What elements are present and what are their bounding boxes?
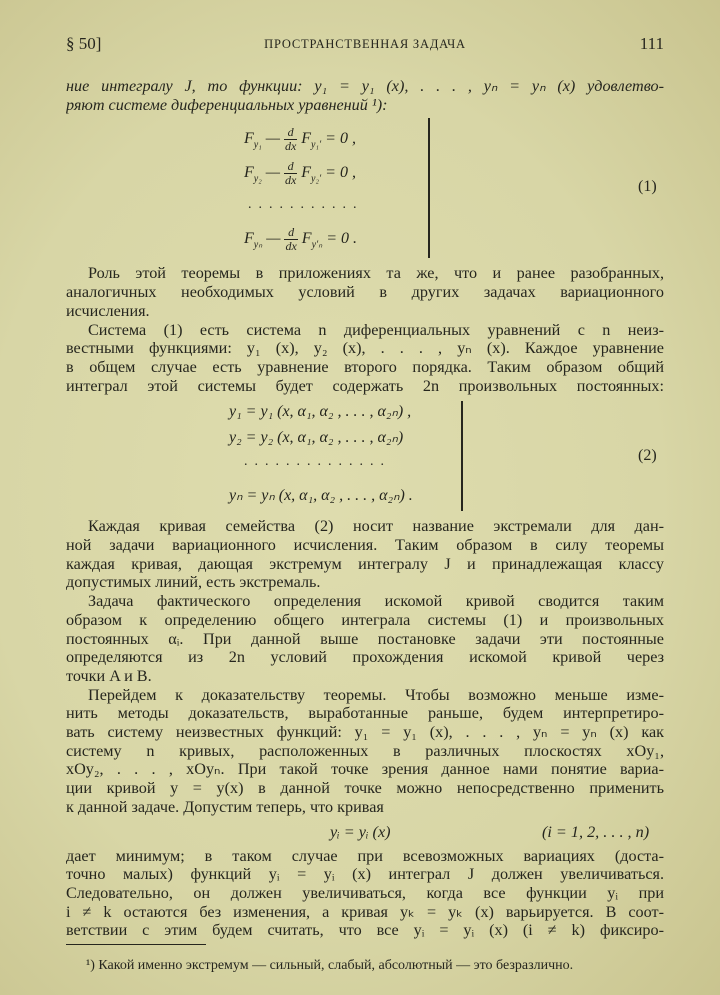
ellipsis-row: .............. [244, 454, 391, 470]
text-line: ветствии с этим будем считать, что все yᵢ = yᵢ (x) (i ≠ k) фиксиро- [66, 921, 664, 940]
page-body [66, 77, 664, 940]
text-line: Каждая кривая семейства (2) носит название экстремали для дан- [88, 517, 664, 536]
text-line: Следовательно, он должен увеличиваться, когда все функции yᵢ при [66, 883, 664, 902]
running-title: ПРОСТРАНСТВЕННАЯ ЗАДАЧА [264, 37, 466, 51]
text-line: ции кривой y = y(x) в данной точке можно непосредственно применить [66, 779, 664, 798]
text-line: в общем случае есть уравнение второго порядка. Таким образом общий [66, 357, 664, 376]
text-line: к данной задаче. Допустим теперь, что кривая [66, 797, 384, 816]
brace-bar [461, 401, 463, 511]
page-number: 111 [639, 34, 664, 53]
text-line: дает минимум; в таком случае при всевозможных вариациях (доста- [66, 846, 664, 865]
equation-system-2 [66, 395, 664, 517]
ellipsis-row: ........... [248, 197, 364, 213]
text-line: Перейдем к доказательству теоремы. Чтобы возможно меньше изме- [88, 685, 664, 704]
equation-row: y₂ = y₂ (x, α₁, α₂ , . . . , α₂ₙ) [229, 429, 404, 447]
text-line: ряют системе диференциальных уравнений ¹): [66, 95, 388, 114]
equation-number: (1) [638, 178, 657, 196]
text-line: определяются из 2n условий прохождения искомой кривой через [66, 648, 664, 667]
text-line: постоянных αᵢ. При данной выше постановке задачи эти постоянные [66, 629, 664, 648]
footnote-rule [66, 944, 206, 945]
text-line: нить методы доказательств, выработанные раньше, будем интерпретиро- [66, 704, 664, 723]
equation-row: $F_{y_n}$ — $\frac{d}{dx}$ $F_{y'_n} = 0$ . [244, 225, 357, 254]
text-line: систему n кривых, расположенных в различных плоскостях xOy₁, [66, 741, 664, 760]
text-line: аналогичных необходимых условий в других задачах вариационного [66, 283, 664, 302]
running-header [66, 34, 664, 56]
equation-system-1 [66, 114, 664, 264]
text-line: интеграл этой системы будет содержать 2n произвольных постоянных: [66, 376, 664, 395]
text-line: образом к определению общего интеграла системы (1) и произвольных [66, 610, 664, 629]
equation-row: y₁ = y₁ (x, α₁, α₂ , . . . , α₂ₙ) , [229, 403, 412, 421]
equation-3 [66, 817, 664, 847]
text-line: точки A и B. [66, 666, 152, 685]
text-line: ние интегралу J, то функции: y₁ = y₁ (x), . . . , yₙ = yₙ (x) удовлетво- [66, 77, 664, 95]
text-line: исчисления. [66, 301, 150, 320]
equation-number: (2) [638, 447, 657, 465]
equation-formula: yᵢ = yᵢ (x) [330, 822, 391, 841]
footnote: ¹) Какой именно экстремум — сильный, слабый, абсолютный — это безразлично. [86, 958, 574, 973]
equation-row: $F_{y_2}$ — $\frac{d}{dx}$ $F_{y_2'} = 0$ , [244, 159, 356, 188]
equation-row: yₙ = yₙ (x, α₁, α₂ , . . . , α₂ₙ) . [229, 487, 413, 505]
text-line: xOy₂, . . . , xOyₙ. При такой точке зрения данное нами понятие вариа- [66, 760, 664, 779]
brace-bar [428, 118, 430, 258]
text-line: каждая кривая, дающая экстремум интегралу J и принадлежащая классу [66, 554, 664, 573]
text-line: вать систему неизвестных функций: y₁ = y₁ (x), . . . , yₙ = yₙ (x) как [66, 723, 664, 742]
text-line: допустимых линий, есть экстремаль. [66, 573, 321, 592]
section-number: § 50] [66, 34, 102, 53]
text-line: Роль этой теоремы в приложениях та же, что и ранее разобранных, [88, 264, 664, 283]
text-line: вестными функциями: y₁ (x), y₂ (x), . . . , yₙ (x). Каждое уравнение [66, 339, 664, 358]
text-line: точно малых) функций yᵢ = yᵢ (x) интеграл J должен увеличиваться. [66, 865, 664, 884]
text-line: i ≠ k остаются без изменения, а кривая yₖ = yₖ (x) варьируется. В соот- [66, 902, 664, 921]
text-line: ной задачи вариационного исчисления. Таким образом в силу теоремы [66, 536, 664, 555]
text-line: Система (1) есть система n диференциальных уравнений с n неиз- [88, 320, 664, 339]
equation-row: $F_{y_1}$ — $\frac{d}{dx}$ $F_{y_1'} = 0$ , [244, 125, 356, 154]
text-line: Задача фактического определения искомой кривой сводится таким [88, 592, 664, 611]
equation-range: (i = 1, 2, . . . , n) [542, 822, 650, 841]
